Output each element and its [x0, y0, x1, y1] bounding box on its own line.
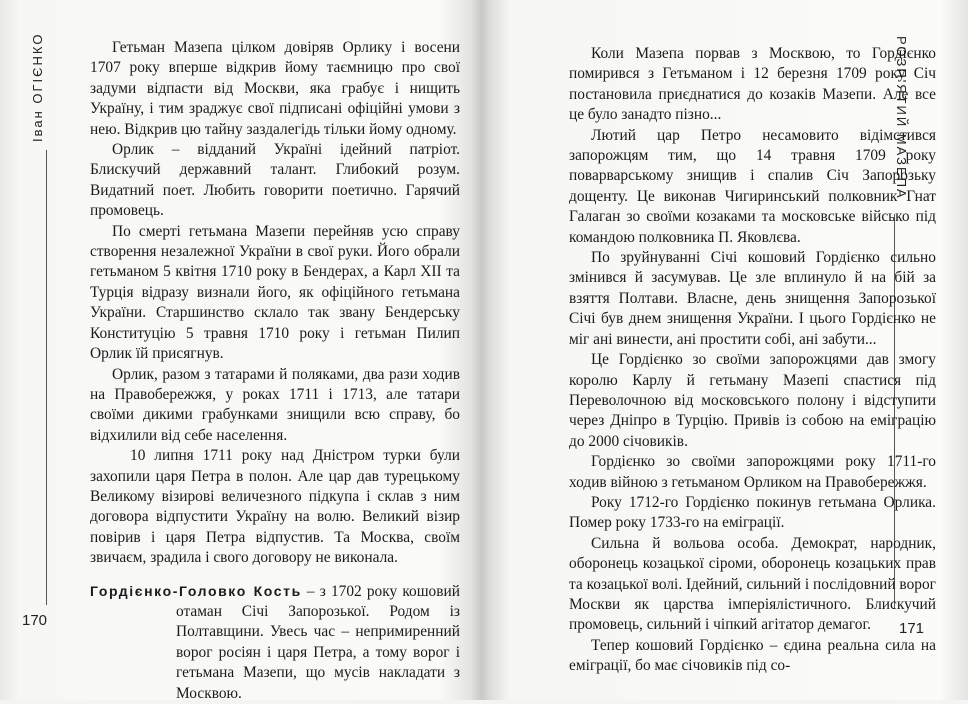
paragraph: По смерті гетьмана Мазепи перейняв усю справу створення незалежної України в свої руки. Його обрали гетьманом 5 квітня 1710 року в Бендерах, а Карл XII та Турція відразу визнали його, як офіційного гетьмана України. Старшинство склало так звану Бендерську Конституцію 5 травня 1710 року і гетьман Пилип Орлик їй присягнув. [90, 222, 460, 363]
biography-entry [90, 581, 460, 704]
page-number: 170 [22, 612, 48, 629]
left-page-body [90, 38, 460, 704]
running-header-title: РОЗП'ЯТИЙ МАЗЕПА [894, 36, 909, 200]
entry-text: – з 1702 року кошовий отаман Січі Запорозької. Родом із Полтавщини. Увесь час – непримиренний ворог росіян і царя Петра, а тому ворог і гетьмана Мазепи, що мусів накладати з Москвою. [176, 582, 460, 702]
header-rule [46, 150, 47, 605]
paragraph: Гордієнко зо своїми запорожцями року 1711-го ходив війною з гетьманом Орликом на Правобережжя. [569, 453, 936, 491]
left-page [0, 0, 484, 700]
paragraph: Лютий цар Петро несамовито відімстився запорожцям тим, що 14 травня 1709 року поварварському знищив і спалив Січ Запорозьку дощенту. Це виконав Чигиринський полковник Гнат Галаган зо своїми козаками та московське військо під командою полковника П. Яковлєва. [569, 126, 936, 246]
paragraph: 10 липня 1711 року над Дністром турки були захопили царя Петра в полон. Але цар дав турецькому Великому візирові величезного підкупа і склав з ним договора відпустити Україну на волю. Великий візир повірив і царя Петра відпустив. Та Москва, своїм звичаєм, зрадила і свого договору не виконала. [90, 447, 460, 567]
running-header-author: Іван ОГІЄНКО [30, 32, 45, 142]
paragraph: Це Гордієнко зо своїми запорожцями дав змогу королю Карлу й гетьману Мазепі спастися під Переволочною від московського полону і відступити через Дніпро в Турцію. Привів із собою на еміграцію до 2000 січовиків. [569, 351, 936, 450]
paragraph: Сильна й вольова особа. Демократ, народник, оборонець козацької сіроми, оборонець козацьких прав та козацької волі. Ідейний, сильний і послідовний ворог Москви як царства імперіялістичного. Блискучий промовець, сильний і чіпкий агітатор демагог. [569, 534, 936, 634]
page-number: 171 [899, 620, 925, 637]
entry-heading: Гордієнко-Головко Кость [90, 582, 302, 599]
paragraph: Орлик, разом з татарами й поляками, два рази ходив на Правобережжя, у роках 1711 і 1713, але татари своїми дикими грабунками знищили всю справу, бо відхилили від себе населення. [90, 365, 460, 444]
paragraph: Гетьман Мазепа цілком довіряв Орлику і восени 1707 року вперше відкрив йому таємницю про свої задуми відпасти від Москви, яка грабує і нищить Україну, і тим зраджує свої підписані офіційні умови з нею. Відкрив цю тайну заздалегідь тільки йому одному. [90, 39, 460, 138]
right-page-body [569, 44, 936, 677]
paragraph: Коли Мазепа порвав з Москвою, то Гордієнко помирився з Гетьманом і 12 березня 1709 року Січ постановила приєднатися до козаків Мазепи. Але все це було занадто пізно... [569, 45, 936, 124]
paragraph: Орлик – відданий Україні ідейний патріот. Блискучий державний талант. Глибокий розум. Видатний поет. Любить говорити поетично. Гарячий промовець. [90, 141, 460, 220]
paragraph: Року 1712-го Гордієнко покинув гетьмана Орлика. Помер року 1733-го на еміграції. [569, 493, 936, 532]
right-page [484, 0, 968, 700]
paragraph: Тепер кошовий Гордієнко – єдина реальна сила на еміграції, бо має січовиків під со- [569, 636, 936, 675]
spacer [90, 569, 460, 581]
paragraph: По зруйнуванні Січі кошовий Гордієнко сильно змінився й засумував. Це зле вплинуло й на бій за взяття Полтави. Власне, день знищення Запорозької Січі був днем знищення України. І цього Гордієнко не міг ані винести, ані простити собі, ані забути... [569, 249, 936, 348]
